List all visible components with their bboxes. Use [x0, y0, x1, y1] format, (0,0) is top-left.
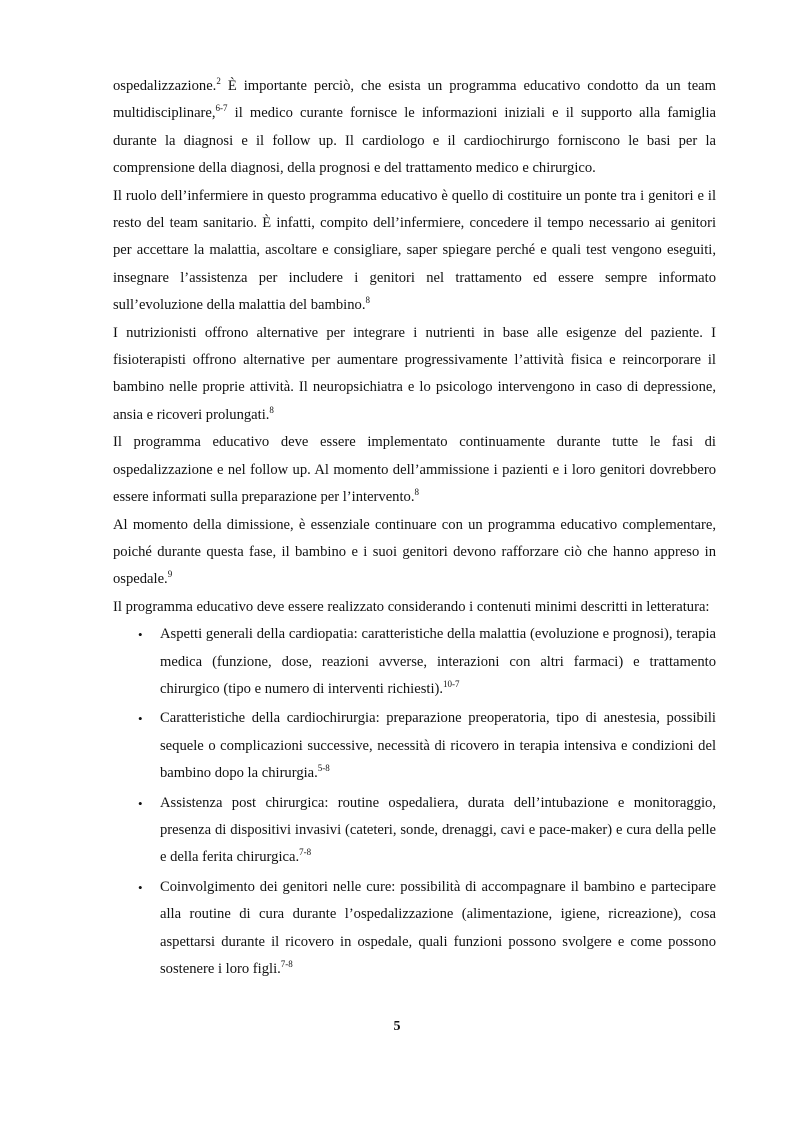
paragraph-5: Al momento della dimissione, è essenziale continuare con un programma educativo complementare, poiché durante questa fase, il bambino e i suoi genitori devono rafforzare ciò che hanno appreso in ospedale.$^9$ — [113, 516, 716, 588]
bullet-icon: • — [138, 879, 143, 895]
paragraph-4: Il programma educativo deve essere implementato continuamente durante tutte le fasi di ospedalizzazione e nel follow up. Al momento dell’ammissione i pazienti e i loro genitori dovrebbero essere informati sulla preparazione per l’intervento.$^8$ — [113, 434, 716, 506]
page-number: 5 — [393, 1019, 401, 1034]
paragraph-3: I nutrizionisti offrono alternative per integrare i nutrienti in base alle esigenze del paziente. I fisioterapisti offrono alternative per aumentare progressivamente l’attività fisica e reincorporare il bambino nelle proprie attività. Il neuropsichiatra e lo psicologo intervengono in caso di depressione, ansia e ricoveri prolungati.$^8$ — [113, 324, 716, 423]
citation-ref: 6-7 — [215, 103, 228, 114]
citation-ref: 7-8 — [299, 847, 312, 858]
content-list — [113, 621, 716, 983]
citation-ref: 8 — [269, 404, 274, 415]
paragraph-1: ospedalizzazione.$^2$ È importante perciò, che esista un programma educativo condotto da un team multidisciplinare,$^{6-7}$ il medico curante fornisce le informazioni iniziali e il supporto alla famiglia durante la diagnosi e il follow up. Il cardiologo e il cardiochirurgo forniscono le basi per la comprensione della diagnosi, della prognosi e del trattamento medico e chirurgico. — [113, 76, 716, 177]
citation-ref: 10-7 — [443, 678, 460, 689]
bullet-icon: • — [138, 795, 143, 811]
bullet-icon: • — [138, 627, 143, 643]
paragraph-2: Il ruolo dell’infermiere in questo programma educativo è quello di costituire un ponte tra i genitori e il resto del team sanitario. È infatti, compito dell’infermiere, concedere il tempo necessario ai genitori per accettare la malattia, ascoltare e consigliare, saper spiegare perché e quali test vengono eseguiti, insegnare l’assistenza per includere i genitori nel trattamento ed essere sempre informato sull’evoluzione della malattia del bambino.$^8$ — [113, 187, 716, 314]
list-item: • Caratteristiche della cardiochirurgia: preparazione preoperatoria, tipo di anestesia, possibili sequele o complicazioni successive, necessità di ricovero in terapia intensiva e condizioni del bambino dopo la chirurgia.$^{5-8}$ — [113, 705, 716, 787]
citation-ref: 8 — [414, 487, 419, 498]
citation-ref: 8 — [365, 295, 370, 306]
list-item: • Assistenza post chirurgica: routine ospedaliera, durata dell’intubazione e monitoraggio, presenza di dispositivi invasivi (cateteri, sonde, drenaggi, cavi e pace-maker) e cura della pelle e della ferita chirurgica.$^{7-8}$ — [113, 790, 716, 872]
bullet-icon: • — [138, 711, 143, 727]
citation-ref: 9 — [167, 569, 173, 580]
citation-ref: 5-8 — [317, 763, 330, 774]
citation-ref: 7-8 — [280, 959, 293, 969]
paragraph-6: Il programma educativo deve essere realizzato considerando i contenuti minimi descritti in letteratura: — [113, 598, 710, 615]
list-item: • Aspetti generali della cardiopatia: caratteristiche della malattia (evoluzione e prognosi), terapia medica (funzione, dose, reazioni avverse, interazioni con altri farmaci) e trattamento chirurgico (tipo e numero di interventi richiesti).$^{10-7}$ — [113, 621, 716, 703]
list-item: • Coinvolgimento dei genitori nelle cure: possibilità di accompagnare il bambino e partecipare alla routine di cura durante l’ospedalizzazione (alimentazione, igiene, ricreazione), cosa aspettarsi durante il ricovero in ospedale, quali funzioni possono svolgere e come possono sostenere i loro figli.$^{7-8}$ — [113, 874, 716, 984]
citation-ref: 2 — [216, 76, 221, 86]
document-body — [113, 73, 716, 985]
